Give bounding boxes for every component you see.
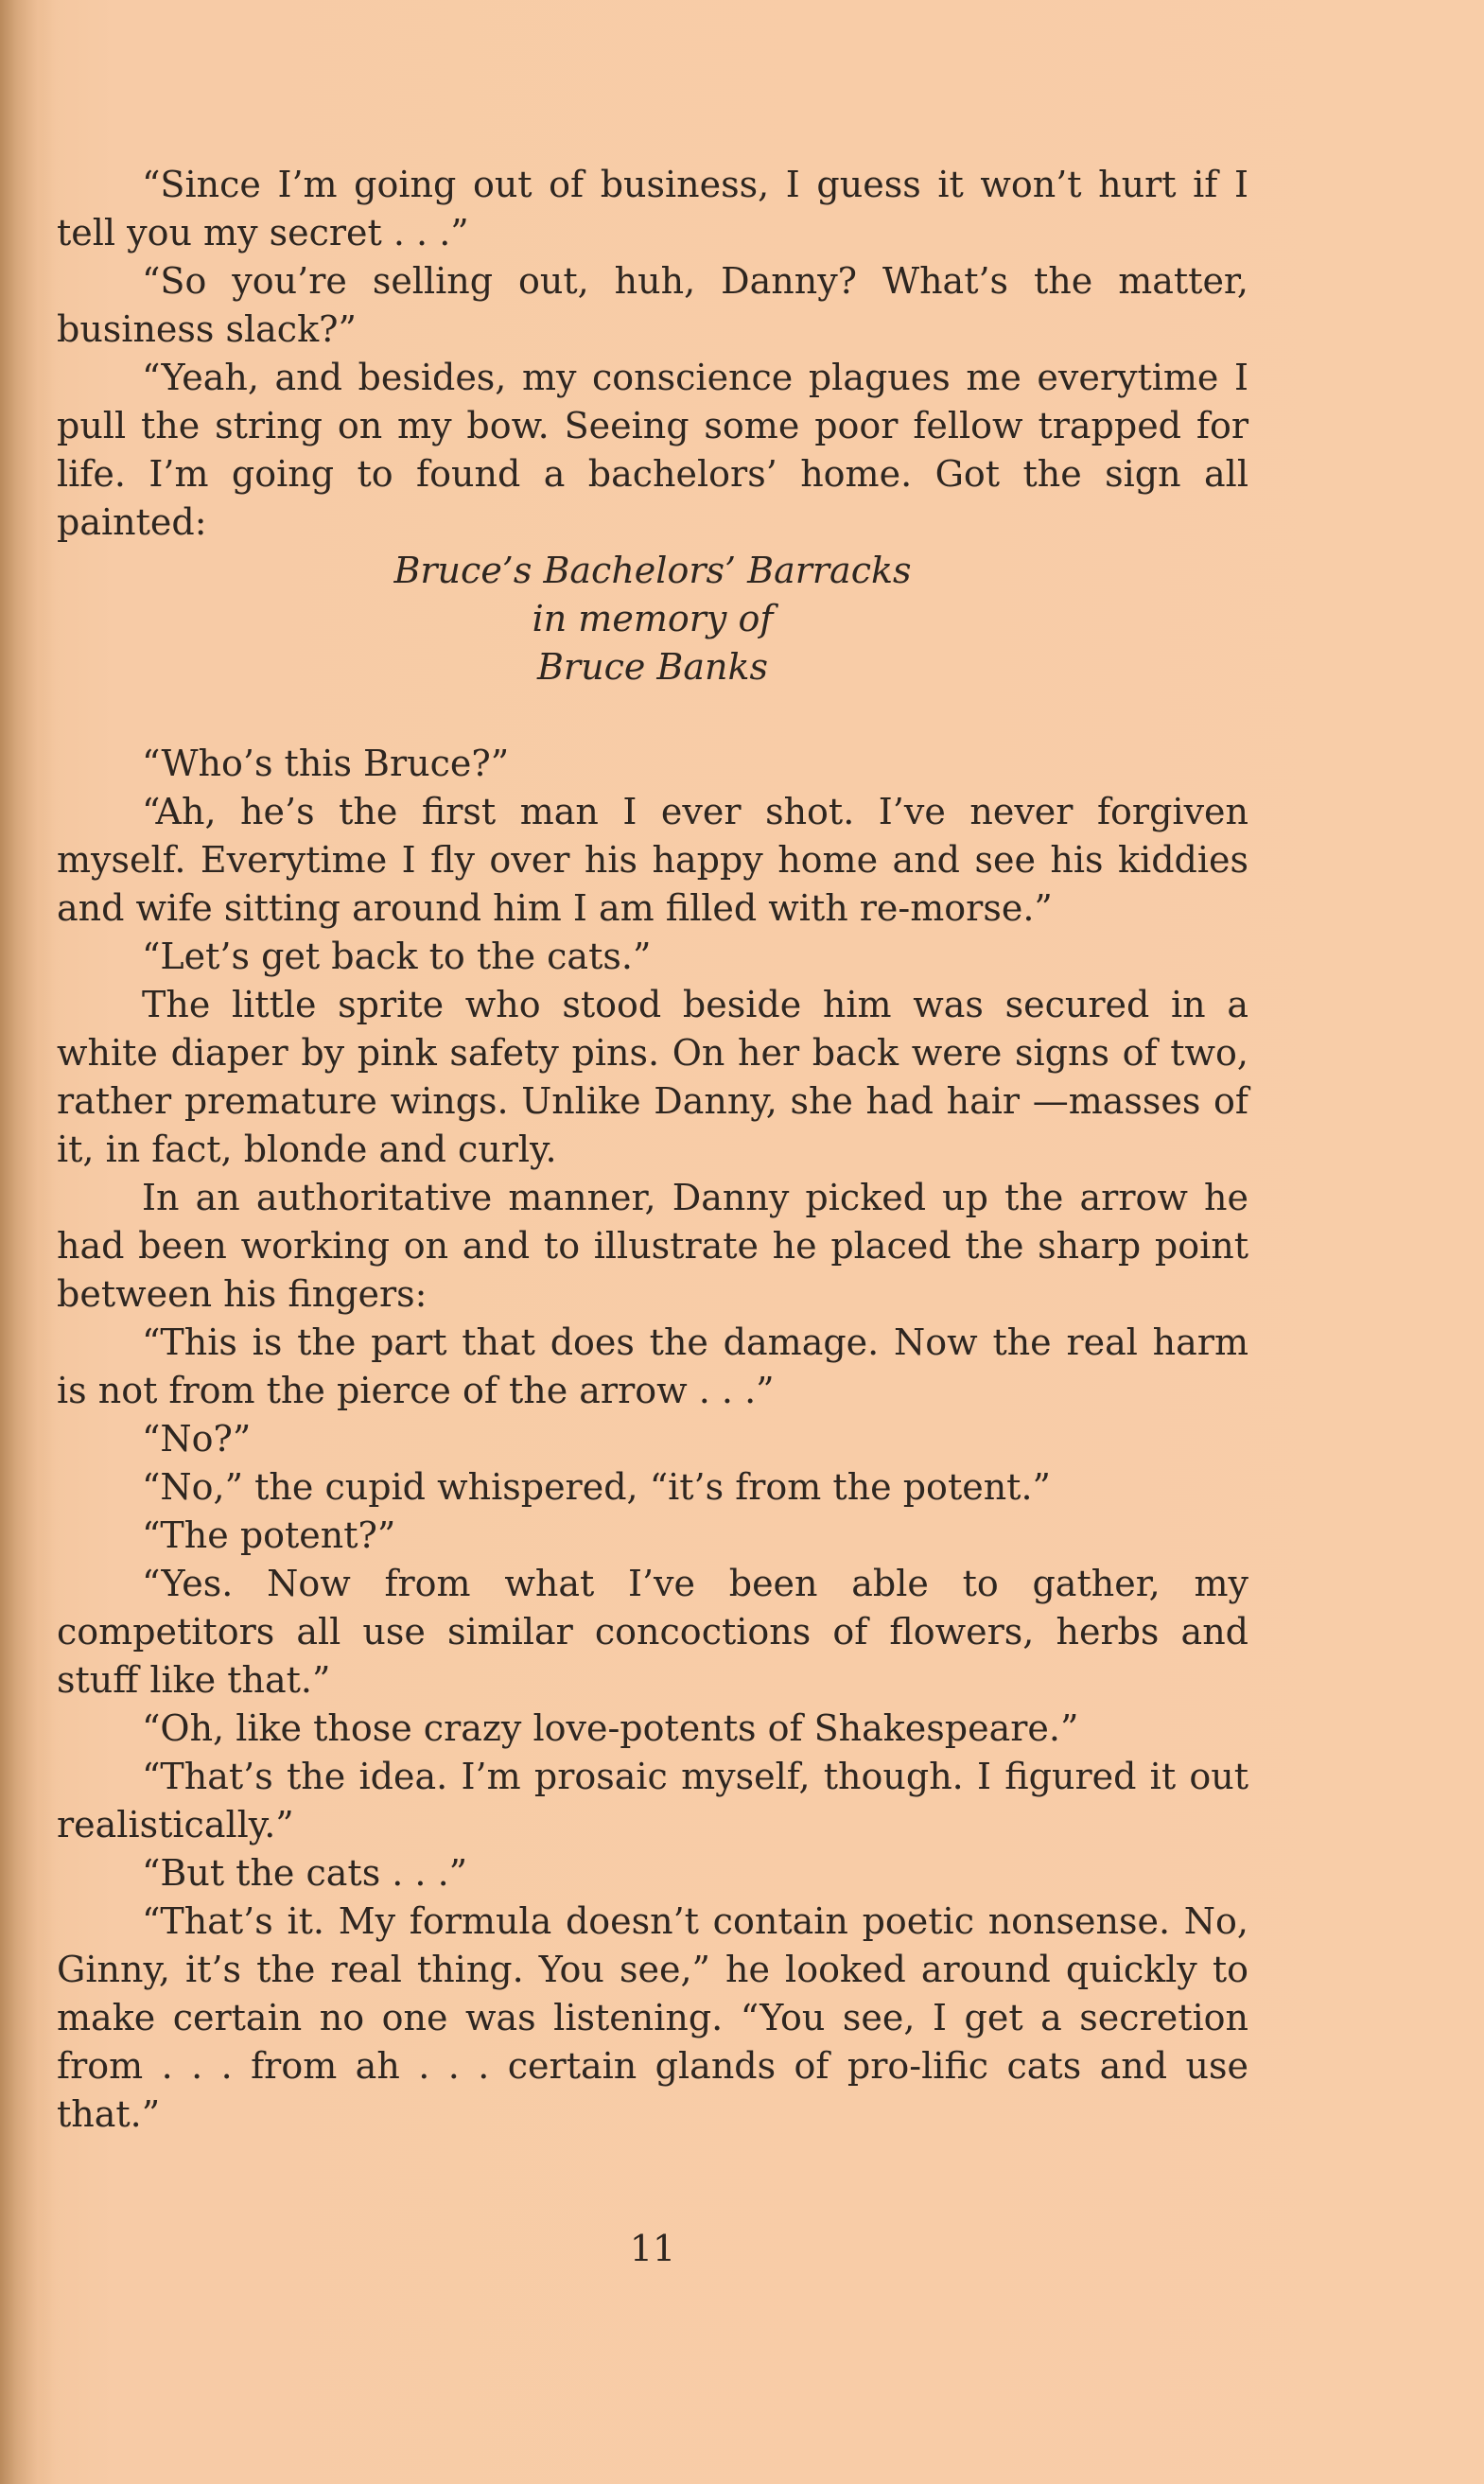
paragraph: “Yeah, and besides, my conscience plagues me everytime I pull the string on my bow. Seeing some poor fellow trapped for life. I’m going to found a bachelors’ home. Got the sign all painted: <box>57 357 1248 543</box>
paragraph: “The potent?” <box>142 1514 396 1556</box>
paragraph: “Ah, he’s the first man I ever shot. I’ve never forgiven myself. Everytime I fly over his happy home and see his kiddies and wife sitting around him I am filled with re-morse.” <box>57 791 1248 929</box>
sign-line: Bruce’s Bachelors’ Barracks <box>393 550 912 591</box>
paragraph: “That’s the idea. I’m prosaic myself, though. I figured it out realistically.” <box>57 1756 1248 1846</box>
paragraph: “This is the part that does the damage. Now the real harm is not from the pierce of the arrow . . .” <box>57 1321 1248 1411</box>
paragraph: “No?” <box>142 1418 252 1460</box>
page-number: 11 <box>629 2228 676 2269</box>
sign-text <box>57 547 1248 691</box>
paragraph: “But the cats . . .” <box>142 1852 468 1894</box>
spacer <box>57 691 1248 740</box>
paragraph: “Yes. Now from what I’ve been able to gather, my competitors all use similar concoctions of flowers, herbs and stuff like that.” <box>57 1563 1248 1701</box>
paragraph: “Let’s get back to the cats.” <box>142 936 652 977</box>
book-spine-shadow <box>0 0 57 2484</box>
paragraph: In an authoritative manner, Danny picked up the arrow he had been working on and to illustrate he placed the sharp point between his fingers: <box>57 1177 1248 1315</box>
page-text-block <box>57 161 1248 2139</box>
paragraph: “Since I’m going out of business, I guess it won’t hurt if I tell you my secret . . .” <box>57 164 1248 254</box>
paragraph: “No,” the cupid whispered, “it’s from the potent.” <box>142 1466 1051 1508</box>
paragraph: “Oh, like those crazy love-potents of Shakespeare.” <box>142 1707 1079 1749</box>
paragraph: “That’s it. My formula doesn’t contain poetic nonsense. No, Ginny, it’s the real thing. You see,” he looked around quickly to make certain no one was listening. “You see, I get a secretion from . . . from ah . . . certain glands of pro-lific cats and use that.” <box>57 1900 1248 2135</box>
sign-line: Bruce Banks <box>537 646 768 688</box>
paragraph: The little sprite who stood beside him was secured in a white diaper by pink safety pins. On her back were signs of two, rather premature wings. Unlike Danny, she had hair —masses of it, in fact, blonde and curly. <box>57 984 1248 1170</box>
paragraph: “So you’re selling out, huh, Danny? What’s the matter, business slack?” <box>57 260 1248 350</box>
paragraph: “Who’s this Bruce?” <box>142 743 510 784</box>
sign-line: in memory of <box>532 598 774 639</box>
